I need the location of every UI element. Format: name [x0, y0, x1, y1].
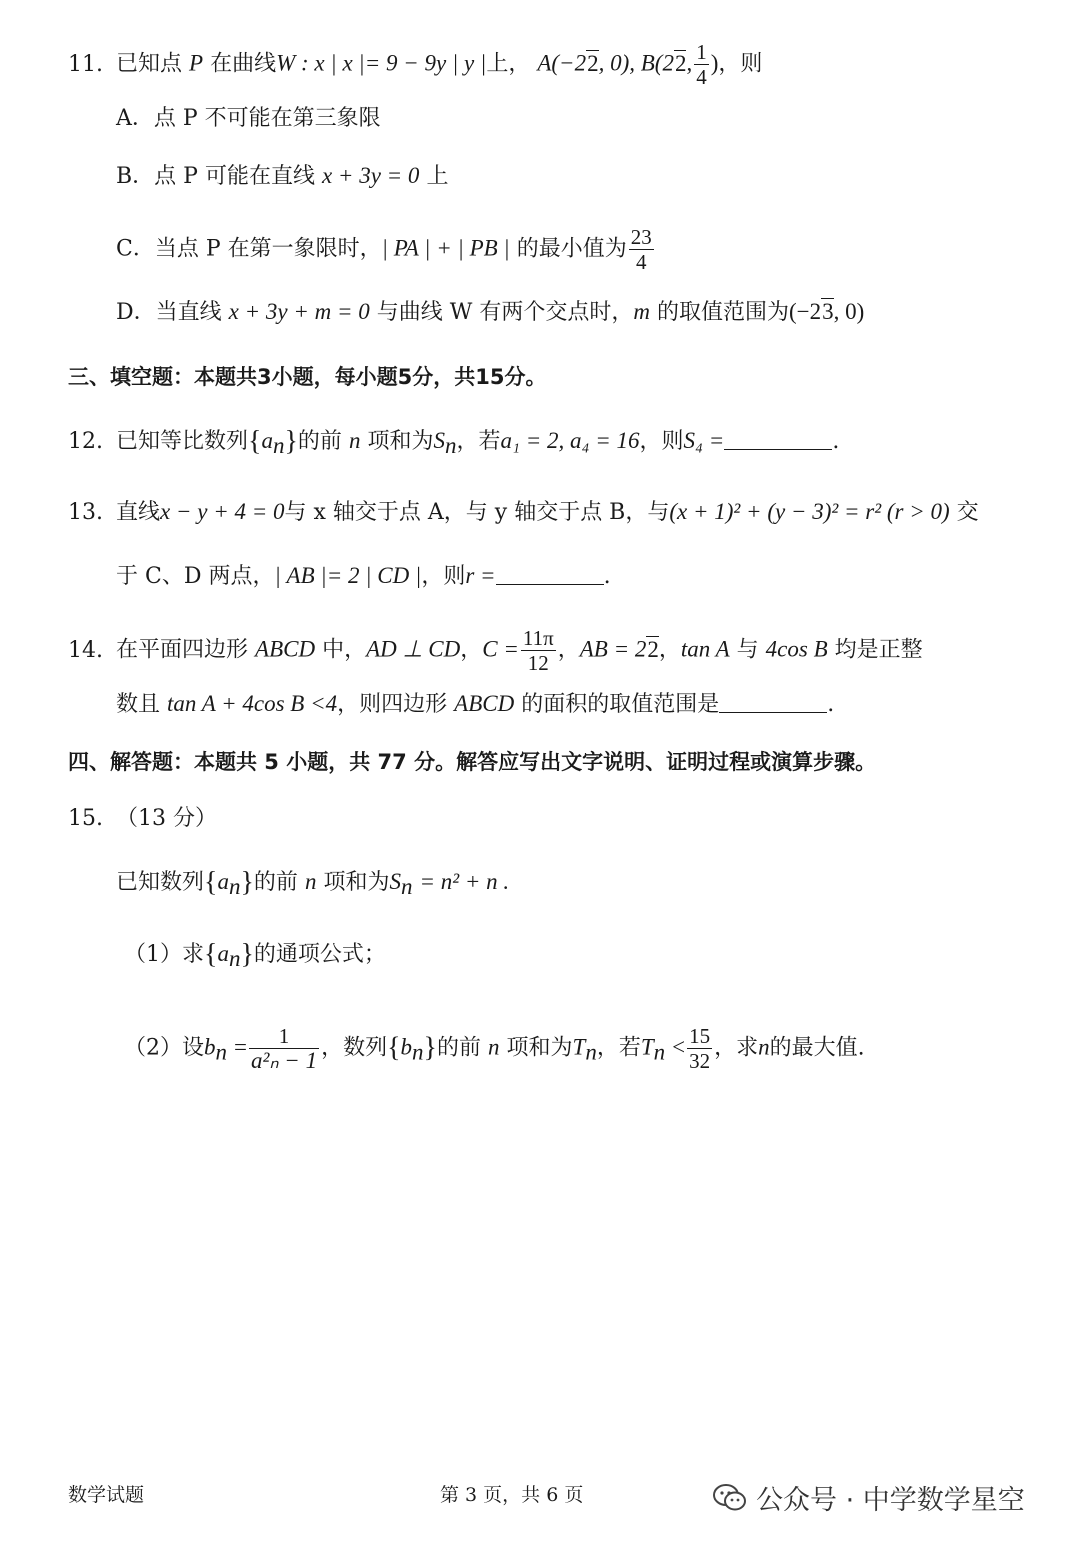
q15-bn-fraction: $\frac{1}{\text{a²ₙ − 1}}$: [250, 1024, 318, 1073]
q11-curve: W : x | x |= 9 − 9y | y |: [276, 50, 487, 76]
q11-option-b: B．点 P 可能在直线 x + 3y = 0 上: [116, 163, 449, 189]
q14-line2: 数且 tan A + 4cos B <4，则四边形 ABCD 的面积的取值范围是 .: [116, 691, 835, 717]
q11-sqrt2-b: 2: [674, 50, 687, 76]
section-heading-fill-in: 三、填空题：本题共3小题，每小题5分，共15分。: [68, 365, 547, 389]
q15-part2: （2）设$b_n$ = $\frac{1}{\text{a²ₙ − 1}}$ ，数列$\{b_n\}$的前 n 项和为$T_n$，若$T_n$ < $\frac{15}{32}$ ，求n的最大值.: [124, 1024, 865, 1073]
q13-line1: 13. 直线x − y + 4 = 0与 x 轴交于点 A，与 y 轴交于点 B，与(x + 1)² + (y − 3)² = r² (r > 0) 交: [68, 499, 979, 525]
q11-fraction: $\frac{1}{4}$: [696, 40, 707, 89]
q15-header: 15. （13 分）: [68, 806, 217, 831]
q14-line1: 14. 在平面四边形 ABCD 中，AD ⊥ CD，C = $\frac{11\pi}{12}$ ，AB = 22，tan A 与 4cos B 均是正整: [68, 626, 923, 675]
q13-line2: 于 C、D 两点，| AB |= 2 | CD |，则r = .: [116, 563, 611, 589]
q15-tn-fraction: $\frac{15}{32}$: [689, 1024, 711, 1073]
q11-option-a: A．点 P 不可能在第三象限: [116, 106, 381, 131]
q11-stem: 11. 已知点 P 在曲线W : x | x |= 9 − 9y | y |上， A(−22, 0), B(22, $\frac{1}{4}$ )，则: [68, 40, 763, 89]
q14-answer-blank: [719, 690, 827, 713]
q11-option-d: D．当直线 x + 3y + m = 0 与曲线 W 有两个交点时，m 的取值范围为(−23, 0): [116, 299, 865, 325]
q11-number: 11.: [68, 51, 103, 77]
q15-stem: 已知数列$\{a_n\}$的前 n 项和为$S_n = n^2 + n$ .: [116, 867, 510, 899]
q14-fraction: $\frac{11\pi}{12}$: [522, 626, 554, 675]
wechat-icon: [712, 1483, 748, 1520]
q13-answer-blank: [496, 562, 604, 585]
q12-answer-blank: [724, 427, 832, 450]
q12: 12. 已知等比数列$\{a_n\}$的前 n 项和为$S_n$，若a₁ = 2, a₄ = 16，则S₄ = .: [68, 426, 840, 458]
footer-subject: 数学试题: [68, 1484, 145, 1506]
section-heading-solutions: 四、解答题：本题共 5 小题，共 77 分。解答应写出文字说明、证明过程或演算步骤。: [68, 750, 877, 774]
q11-option-c: C．当点 P 在第一象限时，| PA | + | PB | 的最小值为 $\frac{23}{4}$: [116, 225, 652, 274]
q11-option-c-fraction: $\frac{23}{4}$: [630, 225, 652, 274]
footer-page-number: 第 3 页，共 6 页: [440, 1484, 584, 1506]
q15-part1: （1）求$\{a_n\}$的通项公式；: [124, 939, 386, 971]
watermark: 公众号 · 中学数学星空: [712, 1478, 1025, 1520]
